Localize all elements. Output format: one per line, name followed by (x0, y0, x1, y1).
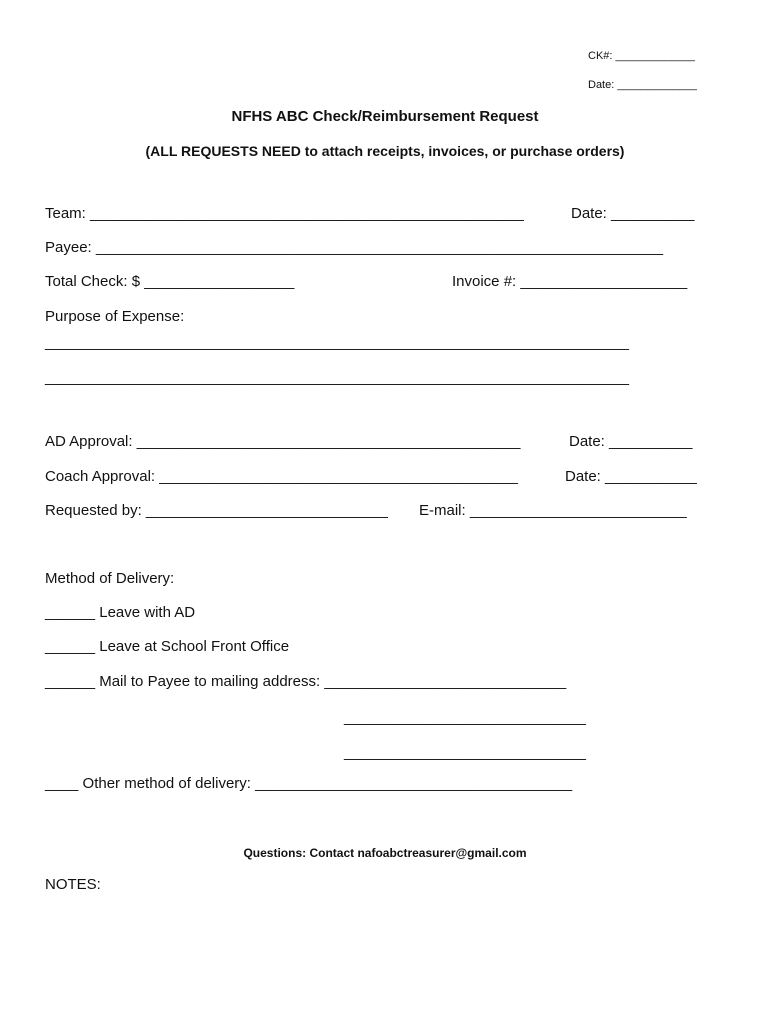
coach-approval-date-field[interactable]: Date: ___________ (565, 468, 697, 485)
purpose-line-2[interactable]: ______________________________________________________________________ (45, 369, 629, 386)
email-field[interactable]: E-mail: __________________________ (419, 502, 687, 519)
ad-approval-field[interactable]: AD Approval: ______________________________________________ (45, 433, 521, 450)
mailing-address-line-3[interactable]: _____________________________ (344, 744, 586, 761)
requested-by-field[interactable]: Requested by: _____________________________ (45, 502, 388, 519)
delivery-method-label: Method of Delivery: (45, 570, 175, 587)
team-field[interactable]: Team: ____________________________________________________ (45, 205, 524, 222)
purpose-line-1[interactable]: ______________________________________________________________________ (45, 334, 629, 351)
check-number-field[interactable]: CK#: _____________ (588, 50, 696, 62)
total-check-field[interactable]: Total Check: $ __________________ (45, 273, 295, 290)
ad-approval-date-field[interactable]: Date: __________ (569, 433, 693, 450)
payee-field[interactable]: Payee: ____________________________________________________________________ (45, 239, 664, 256)
notes-label: NOTES: (45, 876, 101, 893)
form-title: NFHS ABC Check/Reimbursement Request (231, 108, 539, 125)
purpose-label: Purpose of Expense: (45, 308, 185, 325)
delivery-option-mail[interactable]: ______ Mail to Payee to mailing address: _____________________________ (45, 673, 567, 690)
delivery-option-other[interactable]: ____ Other method of delivery: ______________________________________ (45, 775, 573, 792)
questions-contact: Questions: Contact nafoabctreasurer@gmail.com (243, 846, 527, 860)
mailing-address-line-2[interactable]: _____________________________ (344, 709, 586, 726)
delivery-option-ad[interactable]: ______ Leave with AD (45, 604, 196, 621)
header-date-field[interactable]: Date: _____________ (588, 79, 697, 91)
invoice-number-field[interactable]: Invoice #: ____________________ (452, 273, 688, 290)
delivery-option-front-office[interactable]: ______ Leave at School Front Office (45, 638, 290, 655)
team-date-field[interactable]: Date: __________ (571, 205, 695, 222)
coach-approval-field[interactable]: Coach Approval: ___________________________________________ (45, 468, 518, 485)
form-subtitle: (ALL REQUESTS NEED to attach receipts, invoices, or purchase orders) (145, 143, 625, 159)
